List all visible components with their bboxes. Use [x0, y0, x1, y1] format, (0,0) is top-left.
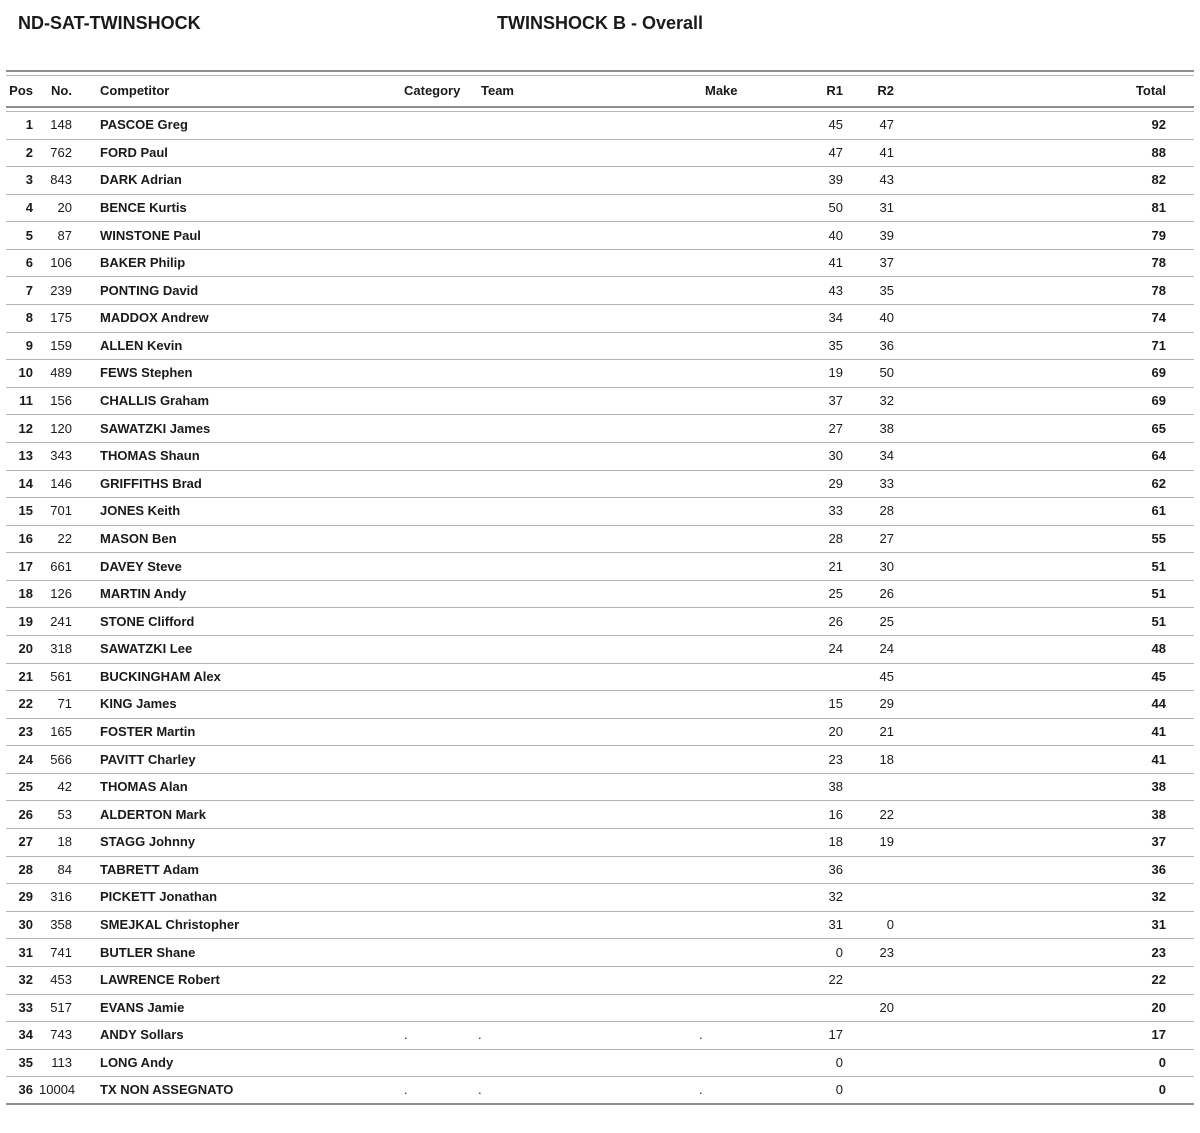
cell-r2: 33 [879, 475, 894, 491]
cell-competitor: LAWRENCE Robert [100, 972, 220, 988]
cell-competitor: LONG Andy [100, 1054, 174, 1070]
cell-r1: 22 [828, 972, 843, 988]
cell-pos: 23 [18, 724, 33, 739]
cell-competitor: CHALLIS Graham [100, 393, 210, 409]
cell-no: 113 [51, 1054, 72, 1070]
table-row [6, 360, 1194, 388]
cell-total: 38 [1151, 806, 1166, 822]
cell-pos: 14 [18, 475, 33, 491]
table-row [6, 939, 1194, 967]
cell-competitor: ALLEN Kevin [100, 337, 183, 353]
cell-total: 69 [1151, 393, 1166, 409]
table-row [6, 857, 1194, 885]
cell-total: 92 [1151, 117, 1166, 133]
table-row [6, 250, 1194, 278]
cell-no: 10004 [39, 1082, 75, 1098]
cell-competitor: ANDY Sollars [100, 1027, 184, 1043]
cell-total: 74 [1151, 310, 1166, 326]
report-header [0, 0, 1200, 70]
cell-no: 741 [50, 944, 72, 960]
cell-competitor: BENCE Kurtis [100, 200, 187, 216]
cell-r1: 20 [828, 724, 843, 739]
cell-r2: 22 [879, 806, 894, 822]
table-row [6, 1050, 1194, 1078]
cell-total: 17 [1151, 1027, 1166, 1043]
cell-pos: 18 [18, 586, 33, 602]
table-row [6, 277, 1194, 305]
cell-total: 88 [1151, 144, 1166, 160]
cell-total: 51 [1151, 558, 1166, 574]
cell-total: 65 [1151, 420, 1166, 436]
cell-no: 71 [57, 696, 72, 712]
cell-competitor: DAVEY Steve [100, 558, 182, 574]
cell-total: 78 [1151, 255, 1166, 271]
cell-no: 489 [50, 365, 72, 381]
cell-pos: 9 [25, 337, 33, 353]
cell-pos: 24 [18, 751, 33, 767]
cell-competitor: FORD Paul [100, 144, 168, 160]
cell-competitor: MADDOX Andrew [100, 310, 209, 326]
cell-competitor: BUTLER Shane [100, 944, 196, 960]
cell-pos: 29 [18, 889, 33, 905]
cell-no: 318 [50, 641, 72, 657]
cell-r2: 38 [879, 420, 894, 436]
cell-total: 62 [1151, 475, 1166, 491]
cell-competitor: FOSTER Martin [100, 724, 196, 739]
cell-no: 126 [50, 586, 72, 602]
header-cell-r1: R1 [826, 83, 843, 98]
cell-pos: 36 [18, 1082, 33, 1098]
cell-no: 453 [50, 972, 72, 988]
cell-competitor: PONTING David [100, 282, 199, 298]
cell-competitor: PASCOE Greg [100, 117, 188, 133]
cell-r2: 43 [879, 172, 894, 188]
cell-no: 165 [50, 724, 72, 739]
cell-competitor: STAGG Johnny [100, 834, 196, 850]
cell-total: 51 [1151, 586, 1166, 602]
header-cell-competitor: Competitor [100, 83, 170, 98]
cell-total: 20 [1151, 999, 1166, 1015]
cell-r1: 24 [828, 641, 843, 657]
cell-pos: 30 [18, 917, 33, 933]
cell-r1: 15 [828, 696, 843, 712]
cell-no: 175 [50, 310, 72, 326]
table-row [6, 995, 1194, 1023]
cell-competitor: PICKETT Jonathan [100, 889, 218, 905]
cell-no: 517 [50, 999, 72, 1015]
cell-no: 241 [50, 613, 72, 629]
cell-pos: 4 [25, 200, 33, 216]
cell-no: 239 [50, 282, 72, 298]
cell-r1: 0 [835, 1082, 843, 1098]
cell-pos: 17 [18, 558, 33, 574]
header-cell-pos: Pos [9, 83, 33, 98]
cell-pos: 12 [18, 420, 33, 436]
cell-r2: 20 [879, 999, 894, 1015]
header-cell-r2: R2 [877, 83, 894, 98]
cell-r1: 26 [828, 613, 843, 629]
cell-r1: 43 [828, 282, 843, 298]
cell-r1: 36 [828, 861, 843, 877]
cell-pos: 27 [18, 834, 33, 850]
cell-pos: 3 [25, 172, 33, 188]
cell-competitor: KING James [100, 696, 177, 712]
cell-r1: 0 [835, 944, 843, 960]
cell-no: 156 [50, 393, 72, 409]
cell-r1: 37 [828, 393, 843, 409]
cell-no: 87 [57, 227, 72, 243]
cell-pos: 28 [18, 861, 33, 877]
cell-no: 843 [50, 172, 72, 188]
cell-no: 762 [50, 144, 72, 160]
cell-total: 71 [1151, 337, 1166, 353]
cell-r2: 27 [879, 530, 894, 546]
cell-pos: 26 [18, 806, 33, 822]
cell-pos: 16 [18, 530, 33, 546]
cell-total: 51 [1151, 613, 1166, 629]
cell-no: 146 [50, 475, 72, 491]
cell-no: 22 [57, 530, 72, 546]
cell-pos: 35 [18, 1054, 33, 1070]
table-row [6, 636, 1194, 664]
cell-total: 81 [1151, 200, 1166, 216]
cell-total: 31 [1151, 917, 1166, 933]
cell-no: 316 [50, 889, 72, 905]
cell-pos: 8 [25, 310, 33, 326]
cell-total: 41 [1151, 751, 1166, 767]
cell-r1: 39 [828, 172, 843, 188]
cell-total: 0 [1158, 1082, 1166, 1098]
table-header-row [6, 76, 1194, 106]
cell-pos: 31 [18, 944, 33, 960]
cell-r2: 36 [879, 337, 894, 353]
table-row [6, 746, 1194, 774]
cell-no: 566 [50, 751, 72, 767]
cell-r1: 29 [828, 475, 843, 491]
cell-r2: 25 [879, 613, 894, 629]
cell-r1: 33 [828, 503, 843, 519]
header-cell-team: Team [481, 83, 514, 98]
cell-no: 358 [50, 917, 72, 933]
cell-make: . [699, 1027, 703, 1043]
table-row [6, 719, 1194, 747]
cell-r1: 27 [828, 420, 843, 436]
table-row [6, 691, 1194, 719]
cell-r1: 25 [828, 586, 843, 602]
cell-r2: 24 [879, 641, 894, 657]
cell-r2: 31 [879, 200, 894, 216]
cell-no: 20 [57, 200, 72, 216]
table-row [6, 388, 1194, 416]
table-row [6, 498, 1194, 526]
cell-r2: 21 [879, 724, 894, 739]
cell-pos: 25 [18, 779, 33, 795]
cell-r1: 50 [828, 200, 843, 216]
cell-no: 42 [57, 779, 72, 795]
cell-no: 84 [57, 861, 72, 877]
table-row [6, 415, 1194, 443]
cell-pos: 5 [25, 227, 33, 243]
cell-competitor: THOMAS Shaun [100, 448, 200, 464]
cell-r2: 40 [879, 310, 894, 326]
cell-category: . [404, 1082, 408, 1098]
table-row [6, 1077, 1194, 1105]
cell-competitor: BAKER Philip [100, 255, 186, 271]
page-title: TWINSHOCK B - Overall [496, 13, 704, 33]
cell-total: 55 [1151, 530, 1166, 546]
cell-competitor: TX NON ASSEGNATO [100, 1082, 234, 1098]
table-row [6, 471, 1194, 499]
cell-pos: 6 [25, 255, 33, 271]
cell-total: 38 [1151, 779, 1166, 795]
cell-pos: 11 [19, 393, 33, 409]
cell-make: . [699, 1082, 703, 1098]
cell-pos: 21 [18, 668, 33, 684]
cell-r1: 28 [828, 530, 843, 546]
cell-total: 37 [1151, 834, 1166, 850]
cell-no: 106 [50, 255, 72, 271]
cell-pos: 1 [25, 117, 33, 133]
table-row [6, 967, 1194, 995]
table-body [6, 112, 1194, 1105]
cell-r1: 23 [828, 751, 843, 767]
cell-r1: 41 [828, 255, 843, 271]
cell-r2: 18 [879, 751, 894, 767]
cell-total: 36 [1151, 861, 1166, 877]
cell-competitor: GRIFFITHS Brad [100, 475, 202, 491]
cell-competitor: EVANS Jamie [100, 999, 185, 1015]
cell-r1: 16 [828, 806, 843, 822]
cell-competitor: MARTIN Andy [100, 586, 187, 602]
table-row [6, 140, 1194, 168]
cell-pos: 32 [18, 972, 33, 988]
cell-no: 18 [57, 834, 72, 850]
cell-total: 64 [1151, 448, 1166, 464]
cell-pos: 22 [18, 696, 33, 712]
cell-r2: 28 [879, 503, 894, 519]
cell-r2: 41 [879, 144, 894, 160]
cell-r2: 39 [879, 227, 894, 243]
header-cell-no: No. [51, 83, 72, 98]
cell-total: 41 [1151, 724, 1166, 739]
cell-team: . [478, 1027, 482, 1043]
header-cell-make: Make [705, 83, 738, 98]
table-row [6, 443, 1194, 471]
cell-total: 45 [1151, 668, 1166, 684]
cell-total: 32 [1151, 889, 1166, 905]
cell-total: 82 [1151, 172, 1166, 188]
cell-competitor: STONE Clifford [100, 613, 195, 629]
header-cell-category: Category [404, 83, 461, 98]
cell-total: 61 [1151, 503, 1166, 519]
header-cell-total: Total [1135, 83, 1166, 98]
table-row [6, 581, 1194, 609]
table-row [6, 664, 1194, 692]
table-row [6, 112, 1194, 140]
cell-total: 23 [1151, 944, 1166, 960]
table-row [6, 912, 1194, 940]
table-row [6, 774, 1194, 802]
cell-r2: 26 [879, 586, 894, 602]
cell-r2: 50 [879, 365, 894, 381]
cell-competitor: DARK Adrian [100, 172, 182, 188]
cell-r1: 30 [828, 448, 843, 464]
cell-competitor: SAWATZKI James [100, 420, 211, 436]
cell-competitor: WINSTONE Paul [100, 227, 201, 243]
cell-pos: 15 [18, 503, 33, 519]
table-row [6, 526, 1194, 554]
cell-total: 78 [1151, 282, 1166, 298]
cell-pos: 19 [18, 613, 33, 629]
cell-no: 159 [50, 337, 72, 353]
cell-r1: 18 [828, 834, 843, 850]
cell-competitor: THOMAS Alan [100, 779, 188, 795]
cell-total: 48 [1151, 641, 1166, 657]
cell-r1: 32 [828, 889, 843, 905]
cell-r1: 40 [828, 227, 843, 243]
cell-competitor: MASON Ben [100, 530, 177, 546]
table-row [6, 167, 1194, 195]
cell-r1: 45 [828, 117, 843, 133]
table-row [6, 829, 1194, 857]
cell-total: 44 [1151, 696, 1166, 712]
cell-competitor: SMEJKAL Christopher [100, 917, 240, 933]
cell-r1: 35 [828, 337, 843, 353]
cell-r2: 47 [879, 117, 894, 133]
cell-r2: 23 [879, 944, 894, 960]
cell-total: 69 [1151, 365, 1166, 381]
table-row [6, 222, 1194, 250]
cell-r1: 31 [828, 917, 843, 933]
cell-r2: 19 [879, 834, 894, 850]
cell-category: . [404, 1027, 408, 1043]
table-row [6, 333, 1194, 361]
cell-total: 0 [1158, 1054, 1166, 1070]
cell-r2: 37 [879, 255, 894, 271]
cell-competitor: FEWS Stephen [100, 365, 193, 381]
cell-no: 743 [50, 1027, 72, 1043]
cell-pos: 7 [25, 282, 33, 298]
cell-competitor: BUCKINGHAM Alex [100, 668, 221, 684]
cell-pos: 10 [18, 365, 33, 381]
cell-no: 53 [57, 806, 72, 822]
cell-pos: 20 [18, 641, 33, 657]
cell-r1: 19 [828, 365, 843, 381]
cell-pos: 33 [18, 999, 33, 1015]
cell-pos: 2 [25, 144, 33, 160]
cell-r2: 30 [879, 558, 894, 574]
cell-r1: 38 [828, 779, 843, 795]
event-code: ND-SAT-TWINSHOCK [18, 13, 201, 33]
cell-no: 148 [50, 117, 72, 133]
cell-r1: 17 [828, 1027, 843, 1043]
table-row [6, 195, 1194, 223]
cell-r1: 21 [828, 558, 843, 574]
cell-r1: 34 [828, 310, 843, 326]
cell-r2: 45 [879, 668, 894, 684]
cell-total: 22 [1151, 972, 1166, 988]
cell-total: 79 [1151, 227, 1166, 243]
cell-no: 561 [50, 668, 72, 684]
cell-r1: 0 [835, 1054, 843, 1070]
cell-no: 661 [50, 558, 72, 574]
cell-competitor: SAWATZKI Lee [100, 641, 193, 657]
cell-r1: 47 [828, 144, 843, 160]
results-table [6, 70, 1194, 1105]
cell-competitor: JONES Keith [100, 503, 181, 519]
cell-r2: 29 [879, 696, 894, 712]
cell-no: 701 [50, 503, 72, 519]
table-row [6, 884, 1194, 912]
cell-competitor: PAVITT Charley [100, 751, 196, 767]
cell-no: 120 [50, 420, 72, 436]
cell-r2: 0 [886, 917, 894, 933]
cell-no: 343 [50, 448, 72, 464]
table-row [6, 608, 1194, 636]
cell-r2: 35 [879, 282, 894, 298]
cell-pos: 34 [18, 1027, 33, 1043]
cell-r2: 32 [879, 393, 894, 409]
table-row [6, 801, 1194, 829]
cell-competitor: ALDERTON Mark [100, 806, 206, 822]
table-row [6, 553, 1194, 581]
table-row [6, 1022, 1194, 1050]
cell-team: . [478, 1082, 482, 1098]
table-row [6, 305, 1194, 333]
cell-competitor: TABRETT Adam [100, 861, 199, 877]
cell-r2: 34 [879, 448, 894, 464]
cell-pos: 13 [18, 448, 33, 464]
